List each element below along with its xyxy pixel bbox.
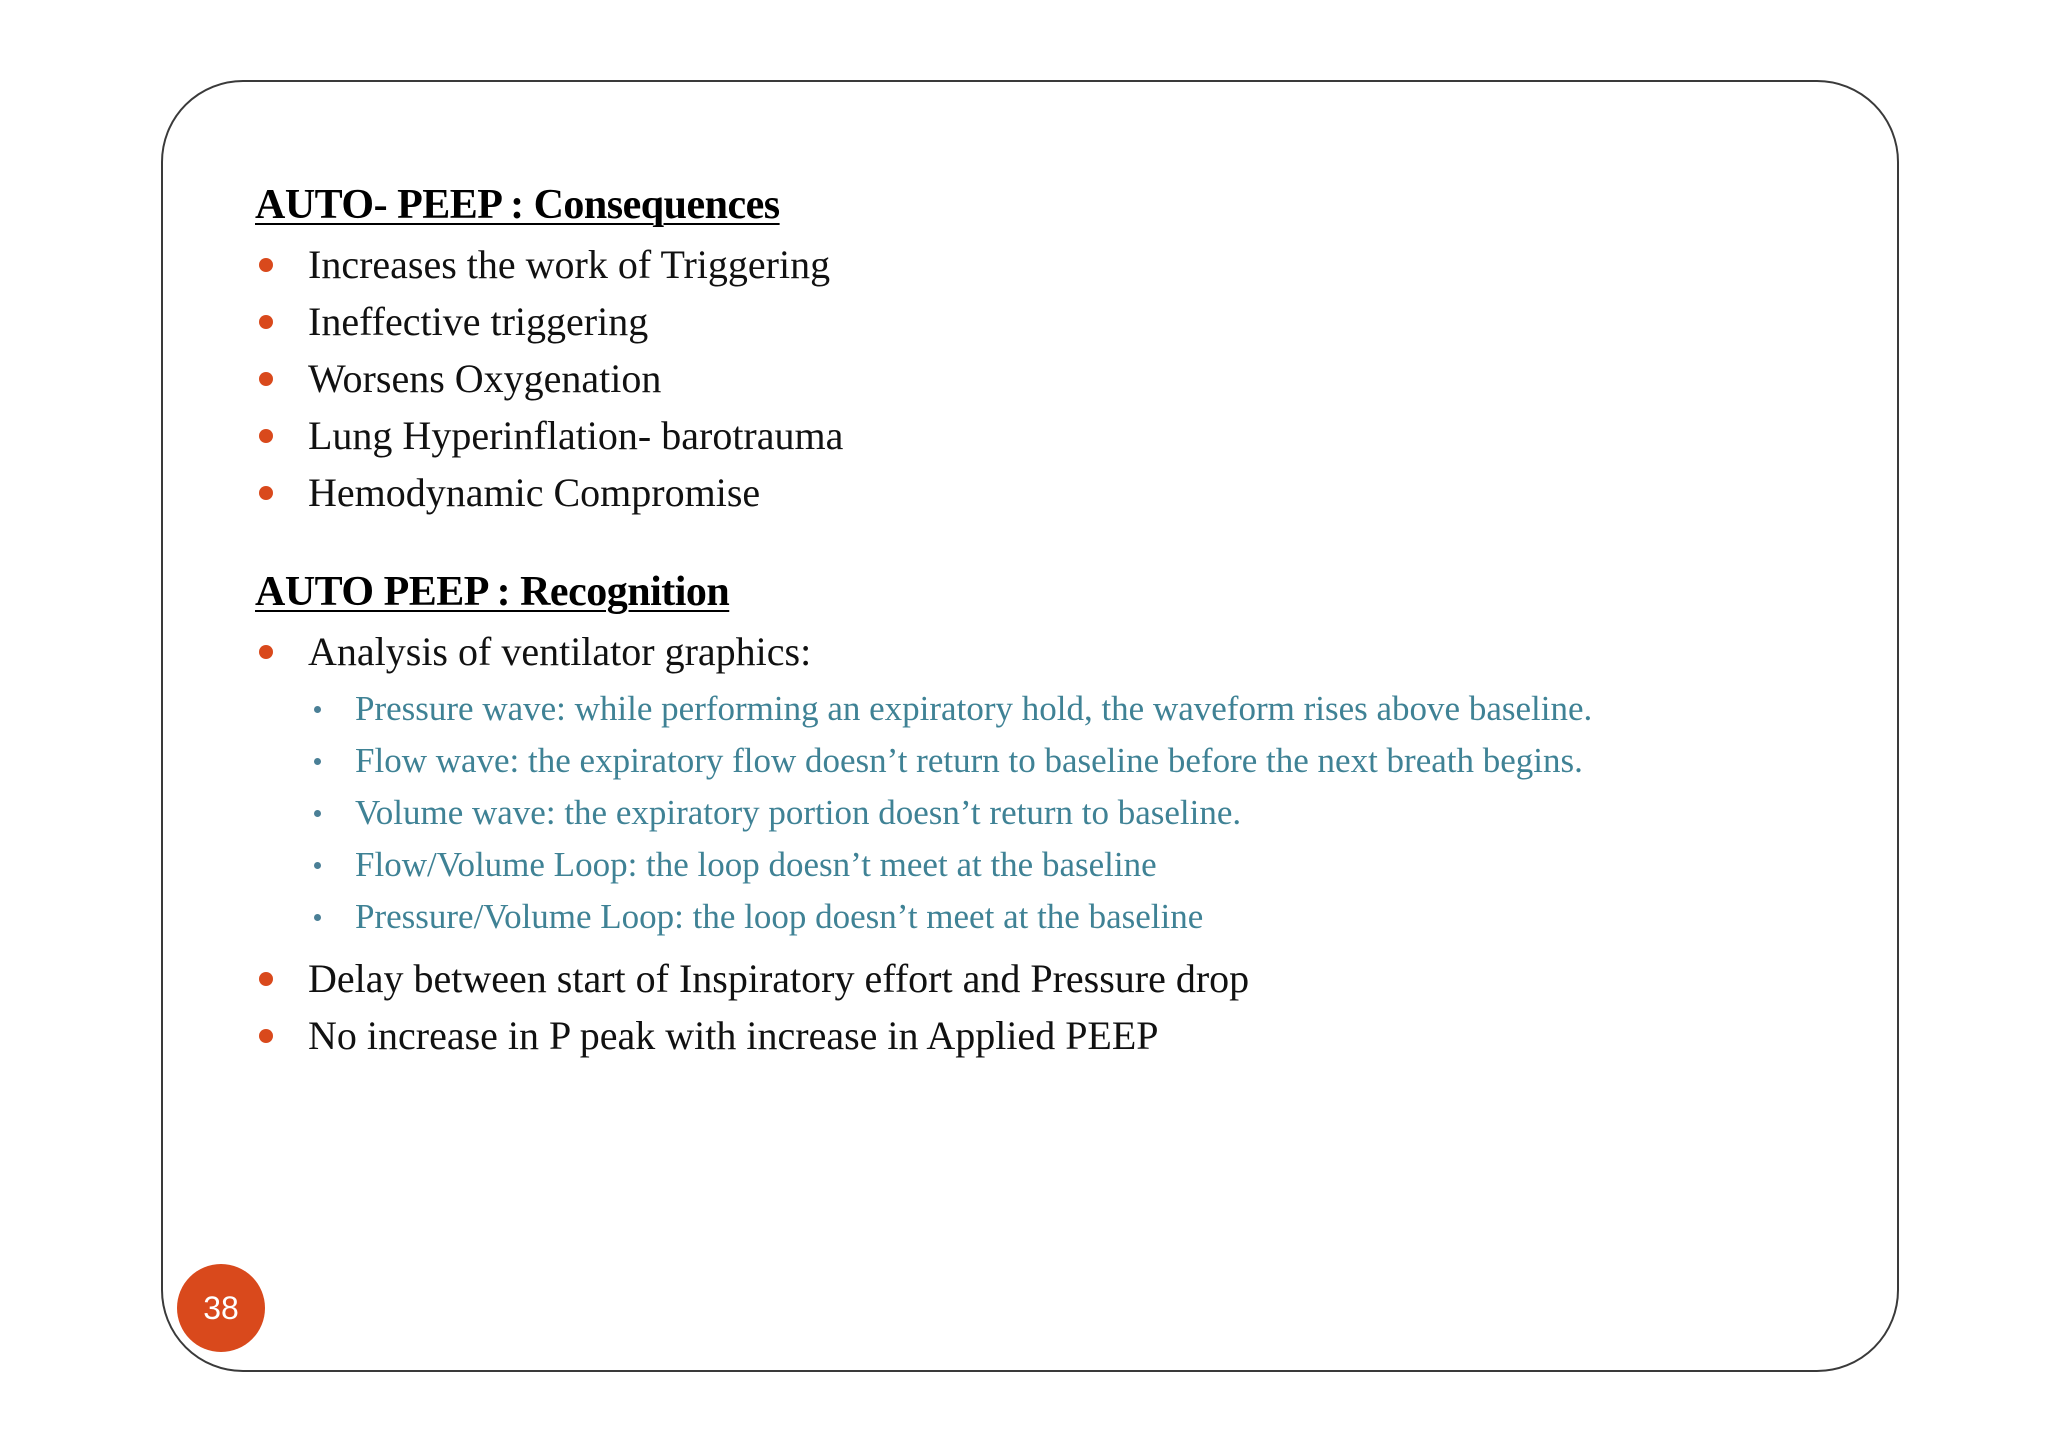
list-item-text: Delay between start of Inspiratory effort and Pressure drop: [308, 956, 1250, 1001]
sub-list-item: [308, 894, 1608, 940]
bullet-dot-icon: [259, 1029, 273, 1043]
sub-list-item-text: Flow wave: the expiratory flow doesn’t return to baseline before the next breath begins.: [355, 741, 1583, 780]
list-item-text: Lung Hyperinflation- barotrauma: [308, 413, 844, 458]
page-number-badge: 38: [177, 1264, 265, 1352]
recognition-list-continued: [255, 950, 1755, 1064]
sub-list-item-text: Flow/Volume Loop: the loop doesn’t meet at the baseline: [355, 845, 1157, 884]
sub-list-item: [308, 738, 1608, 784]
sub-list-item-text: Pressure wave: while performing an expiratory hold, the waveform rises above baseline.: [355, 689, 1593, 728]
list-item-text: Hemodynamic Compromise: [308, 470, 761, 515]
list-item: [255, 350, 1755, 407]
list-item-text: Increases the work of Triggering: [308, 242, 831, 287]
list-item-text: Ineffective triggering: [308, 299, 649, 344]
recognition-list: [255, 623, 1755, 680]
list-item-text: No increase in P peak with increase in Applied PEEP: [308, 1013, 1159, 1058]
list-item: [255, 950, 1755, 1007]
sub-bullet-icon: [314, 810, 321, 817]
list-item: [255, 464, 1755, 521]
list-item: [255, 293, 1755, 350]
bullet-dot-icon: [259, 486, 273, 500]
graphics-sublist: [308, 686, 1608, 940]
bullet-dot-icon: [259, 258, 273, 272]
bullet-dot-icon: [259, 972, 273, 986]
sub-list-item: [308, 686, 1608, 732]
list-item-text: Worsens Oxygenation: [308, 356, 662, 401]
list-item: [255, 1007, 1755, 1064]
bullet-dot-icon: [259, 372, 273, 386]
sub-list-item: [308, 790, 1608, 836]
sub-list-item: [308, 842, 1608, 888]
sub-bullet-icon: [314, 914, 321, 921]
slide-content: [255, 180, 1755, 1064]
bullet-dot-icon: [259, 645, 273, 659]
bullet-dot-icon: [259, 429, 273, 443]
consequences-heading: AUTO- PEEP : Consequences: [255, 182, 780, 228]
list-item-text: Analysis of ventilator graphics:: [308, 629, 812, 674]
consequences-list: [255, 236, 1755, 521]
list-item: [255, 623, 1755, 680]
list-item: [255, 236, 1755, 293]
list-item: [255, 407, 1755, 464]
sub-list-item-text: Volume wave: the expiratory portion doesn’t return to baseline.: [355, 793, 1242, 832]
sub-bullet-icon: [314, 706, 321, 713]
recognition-section: [255, 567, 1755, 1064]
bullet-dot-icon: [259, 315, 273, 329]
recognition-heading: AUTO PEEP : Recognition: [255, 569, 730, 615]
sub-bullet-icon: [314, 758, 321, 765]
sub-list-item-text: Pressure/Volume Loop: the loop doesn’t meet at the baseline: [355, 897, 1204, 936]
sub-bullet-icon: [314, 862, 321, 869]
